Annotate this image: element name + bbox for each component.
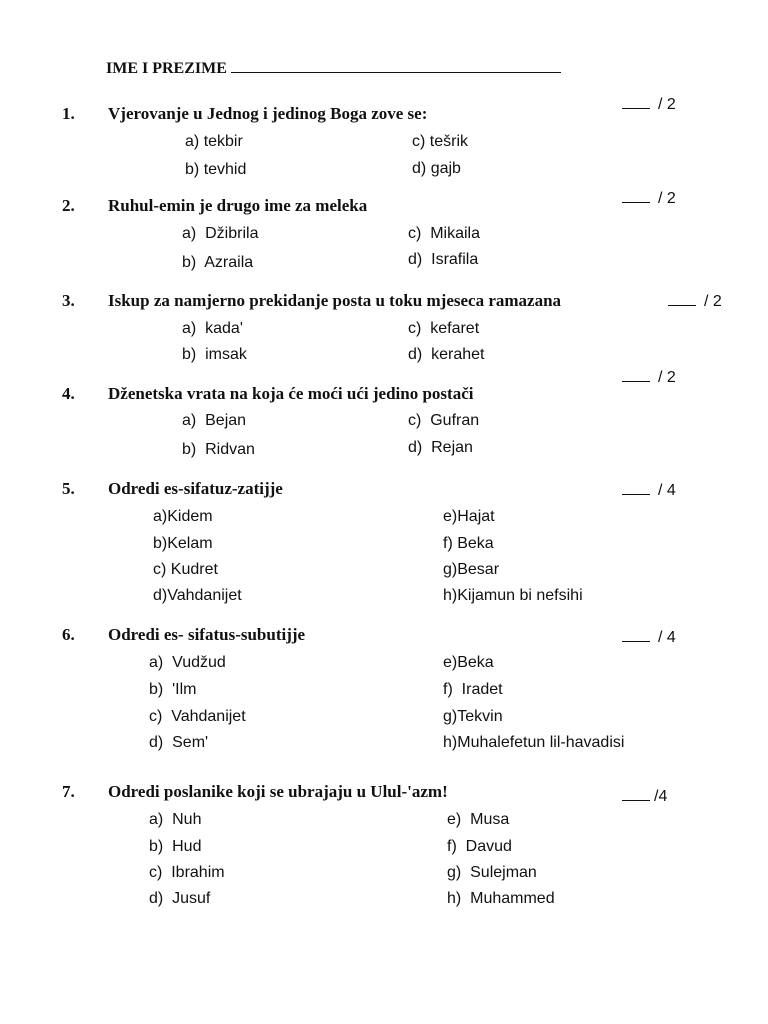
score-max: / 2 bbox=[658, 190, 676, 207]
score-blank[interactable] bbox=[668, 293, 696, 306]
question-number: 1. bbox=[62, 104, 75, 123]
option-6f[interactable]: f) Iradet bbox=[443, 681, 503, 698]
option-6e[interactable]: e)Beka bbox=[443, 654, 494, 671]
score-max: / 4 bbox=[658, 629, 676, 646]
question-text: Vjerovanje u Jednog i jedinog Boga zove se: bbox=[108, 104, 428, 123]
option-7d[interactable]: d) Jusuf bbox=[149, 890, 211, 907]
option-6g[interactable]: g)Tekvin bbox=[443, 708, 503, 725]
question-number: 4. bbox=[62, 384, 75, 403]
score-field[interactable] bbox=[622, 788, 667, 806]
option-1d[interactable]: d) gajb bbox=[412, 160, 461, 177]
option-3a[interactable]: a) kada' bbox=[182, 320, 243, 337]
option-5b[interactable]: b)Kelam bbox=[153, 535, 213, 552]
question-number: 7. bbox=[62, 782, 75, 801]
option-6a[interactable]: a) Vudžud bbox=[149, 654, 226, 671]
score-max: / 2 bbox=[658, 96, 676, 113]
option-7e[interactable]: e) Musa bbox=[447, 811, 510, 828]
score-field[interactable] bbox=[622, 482, 676, 500]
question-text: Ruhul-emin je drugo ime za meleka bbox=[108, 196, 368, 215]
option-1b[interactable]: b) tevhid bbox=[185, 161, 247, 178]
score-blank[interactable] bbox=[622, 369, 650, 382]
option-2a[interactable]: a) Džibrila bbox=[182, 225, 259, 242]
option-7c[interactable]: c) Ibrahim bbox=[149, 864, 225, 881]
option-5g[interactable]: g)Besar bbox=[443, 561, 500, 578]
name-field[interactable] bbox=[106, 60, 561, 78]
option-5f[interactable]: f) Beka bbox=[443, 535, 494, 552]
score-blank[interactable] bbox=[622, 96, 650, 109]
option-3c[interactable]: c) kefaret bbox=[408, 320, 480, 337]
question-text: Odredi es- sifatus-subutijje bbox=[108, 625, 306, 644]
option-5e[interactable]: e)Hajat bbox=[443, 508, 495, 525]
option-4c[interactable]: c) Gufran bbox=[408, 412, 480, 429]
option-3d[interactable]: d) kerahet bbox=[408, 346, 485, 363]
score-max: / 2 bbox=[704, 293, 722, 310]
score-field[interactable] bbox=[622, 629, 676, 647]
option-4a[interactable]: a) Bejan bbox=[182, 412, 247, 429]
option-1c[interactable]: c) tešrik bbox=[412, 133, 469, 150]
option-6d[interactable]: d) Sem' bbox=[149, 734, 209, 751]
question-text: Dženetska vrata na koja će moći ući jedino postači bbox=[108, 384, 474, 403]
option-5d[interactable]: d)Vahdanijet bbox=[153, 587, 242, 604]
option-5h[interactable]: h)Kijamun bi nefsihi bbox=[443, 587, 583, 604]
score-blank[interactable] bbox=[622, 482, 650, 495]
option-6h[interactable]: h)Muhalefetun lil-havadisi bbox=[443, 734, 625, 751]
option-7h[interactable]: h) Muhammed bbox=[447, 890, 555, 907]
question-number: 2. bbox=[62, 196, 75, 215]
option-7f[interactable]: f) Davud bbox=[447, 838, 512, 855]
option-7b[interactable]: b) Hud bbox=[149, 838, 202, 855]
score-max: /4 bbox=[654, 788, 668, 805]
option-7a[interactable]: a) Nuh bbox=[149, 811, 202, 828]
score-blank[interactable] bbox=[622, 629, 650, 642]
option-6c[interactable]: c) Vahdanijet bbox=[149, 708, 246, 725]
question-number: 6. bbox=[62, 625, 75, 644]
score-field[interactable] bbox=[622, 96, 676, 114]
score-field[interactable] bbox=[668, 293, 722, 311]
option-3b[interactable]: b) imsak bbox=[182, 346, 247, 363]
score-field[interactable] bbox=[622, 190, 676, 208]
score-max: / 2 bbox=[658, 369, 676, 386]
option-7g[interactable]: g) Sulejman bbox=[447, 864, 537, 881]
question-text: Odredi es-sifatuz-zatijje bbox=[108, 479, 283, 498]
question-number: 3. bbox=[62, 291, 75, 310]
question-text: Iskup za namjerno prekidanje posta u toku mjeseca ramazana bbox=[108, 291, 562, 310]
score-max: / 4 bbox=[658, 482, 676, 499]
option-4d[interactable]: d) Rejan bbox=[408, 439, 473, 456]
option-1a[interactable]: a) tekbir bbox=[185, 133, 243, 150]
score-blank[interactable] bbox=[622, 190, 650, 203]
option-2c[interactable]: c) Mikaila bbox=[408, 225, 481, 242]
name-label: IME I PREZIME bbox=[106, 60, 227, 77]
score-field[interactable] bbox=[622, 369, 676, 387]
option-4b[interactable]: b) Ridvan bbox=[182, 441, 255, 458]
option-6b[interactable]: b) 'Ilm bbox=[149, 681, 197, 698]
option-5a[interactable]: a)Kidem bbox=[153, 508, 213, 525]
score-blank[interactable] bbox=[622, 788, 650, 801]
option-2b[interactable]: b) Azraila bbox=[182, 254, 254, 271]
question-text: Odredi poslanike koji se ubrajaju u Ulul-'azm! bbox=[108, 782, 448, 801]
option-2d[interactable]: d) Israfila bbox=[408, 251, 479, 268]
question-number: 5. bbox=[62, 479, 75, 498]
option-5c[interactable]: c) Kudret bbox=[153, 561, 218, 578]
name-blank-line[interactable] bbox=[231, 60, 561, 73]
